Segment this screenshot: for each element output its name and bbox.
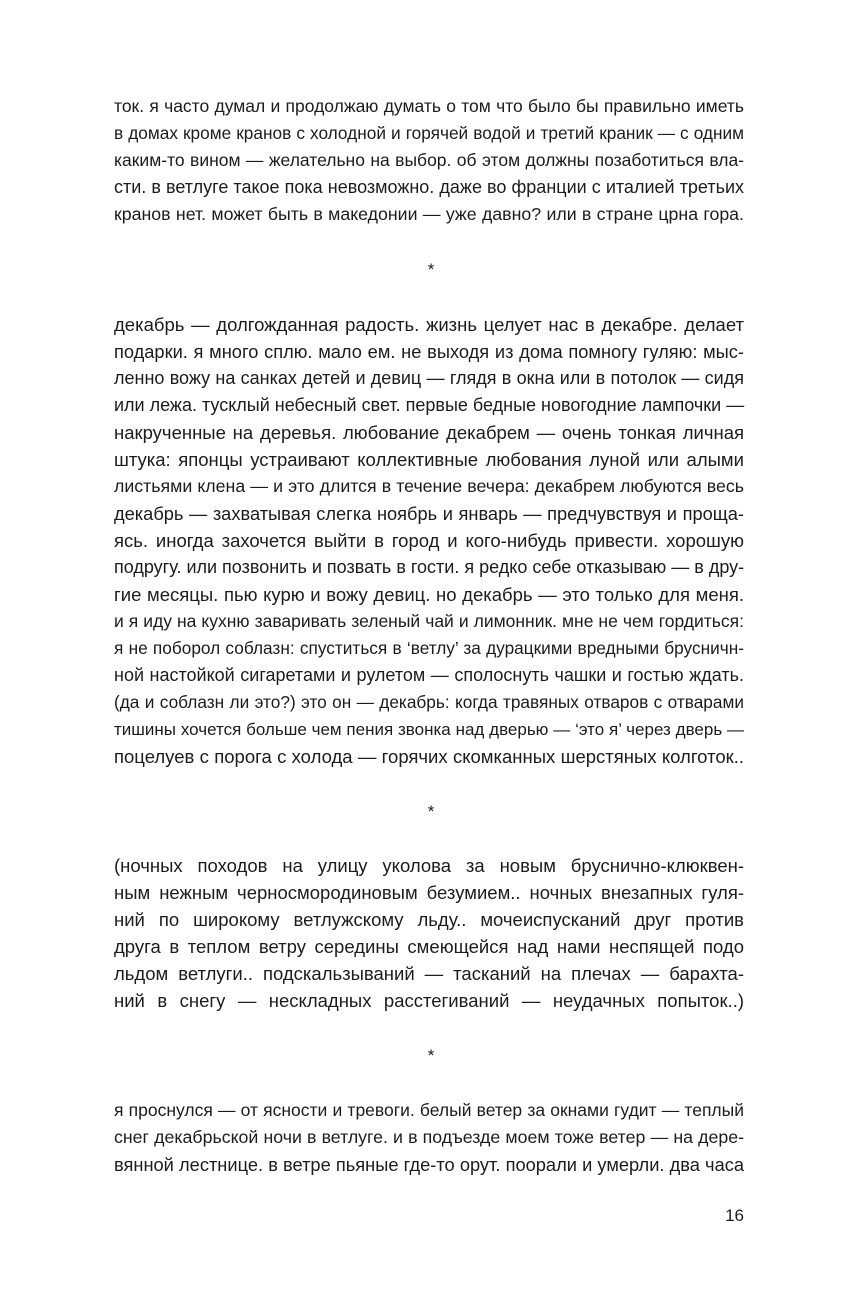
text-line: ясь. иногда захочется выйти в город и кого-нибудь привести. хорошую <box>114 530 744 551</box>
text-line: льдом ветлуги.. подскальзываний — тасканий на плечах — барахта- <box>114 963 744 984</box>
text-line: накрученные на деревья. любование декабрем — очень тонкая личная <box>114 422 744 443</box>
text-line: друга в теплом ветру середины смеющейся над нами неспящей подо <box>114 936 744 957</box>
text-line: ной настойкой сигаретами и рулетом — сполоснуть чашки и гостью ждать. <box>114 665 744 685</box>
text-line: кранов нет. может быть в македонии — уже давно? или в стране црна гора. <box>114 204 744 224</box>
text-line: ток. я часто думал и продолжаю думать о том что было бы правильно иметь <box>114 96 744 116</box>
paragraph-1 <box>114 93 744 228</box>
text-line: я проснулся — от ясности и тревоги. белый ветер за окнами гудит — теплый <box>114 1100 744 1120</box>
text-line: ленно вожу на санках детей и девиц — глядя в окна или в потолок — сидя <box>114 368 744 388</box>
paragraph-3 <box>114 852 744 1014</box>
paragraph-2 <box>114 311 744 770</box>
section-separator: * <box>427 802 435 821</box>
text-line: подарки. я много сплю. мало ем. не выходя из дома помногу гуляю: мыс- <box>114 341 744 362</box>
text-line: тишины хочется больше чем пения звонка над дверью — ‘это я’ через дверь — <box>114 720 744 739</box>
text-line: я не поборол соблазн: спуститься в ‘ветлу’ за дурацкими вредными брусничн- <box>114 638 744 658</box>
text-line: штука: японцы устраивают коллективные любования луной или алыми <box>114 449 744 470</box>
text-line: каким-то вином — желательно на выбор. об этом должны позаботиться вла- <box>114 150 744 170</box>
text-line: гие месяцы. пью курю и вожу девиц. но декабрь — это только для меня. <box>114 584 744 605</box>
section-separator: * <box>427 260 435 279</box>
text-line: снег декабрьской ночи в ветлуге. и в подъезде моем тоже ветер — на дере- <box>114 1127 744 1147</box>
text-line: вянной лестнице. в ветре пьяные где-то орут. поорали и умерли. два часа <box>114 1154 744 1175</box>
text-line: подругу. или позвонить и позвать в гости. я редко себе отказываю — в дру- <box>114 557 745 577</box>
text-line: ным нежным черносмородиновым безумием.. ночных внезапных гуля- <box>114 882 744 903</box>
text-line: декабрь — долгожданная радость. жизнь целует нас в декабре. делает <box>114 314 744 335</box>
text-line: (ночных походов на улицу уколова за новым бруснично-клюквен- <box>114 855 744 876</box>
text-line: поцелуев с порога с холода — горячих скомканных шерстяных колготок.. <box>114 746 744 767</box>
text-line: в домах кроме кранов с холодной и горячей водой и третий краник — с одним <box>114 123 744 143</box>
paragraph-4 <box>114 1097 744 1178</box>
text-line: декабрь — захватывая слегка ноябрь и январь — предчувствуя и проща- <box>114 503 744 524</box>
page-number: 16 <box>725 1206 744 1225</box>
text-line: ний в снегу — нескладных расстегиваний — неудачных попыток..) <box>114 990 744 1011</box>
text-line: листьями клена — и это длится в течение вечера: декабрем любуются весь <box>114 476 744 496</box>
text-line: (да и соблазн ли это?) это он — декабрь: когда травяных отваров с отварами <box>114 692 744 712</box>
section-separator: * <box>427 1046 435 1065</box>
text-line: ний по широкому ветлужскому льду.. мочеиспусканий друг против <box>114 909 744 930</box>
text-line: сти. в ветлуге такое пока невозможно. даже во франции с италией третьих <box>114 177 744 197</box>
text-line: и я иду на кухню заваривать зеленый чай и лимонник. мне не чем гордиться: <box>114 611 744 631</box>
text-line: или лежа. тусклый небесный свет. первые бедные новогодние лампочки — <box>114 395 745 415</box>
